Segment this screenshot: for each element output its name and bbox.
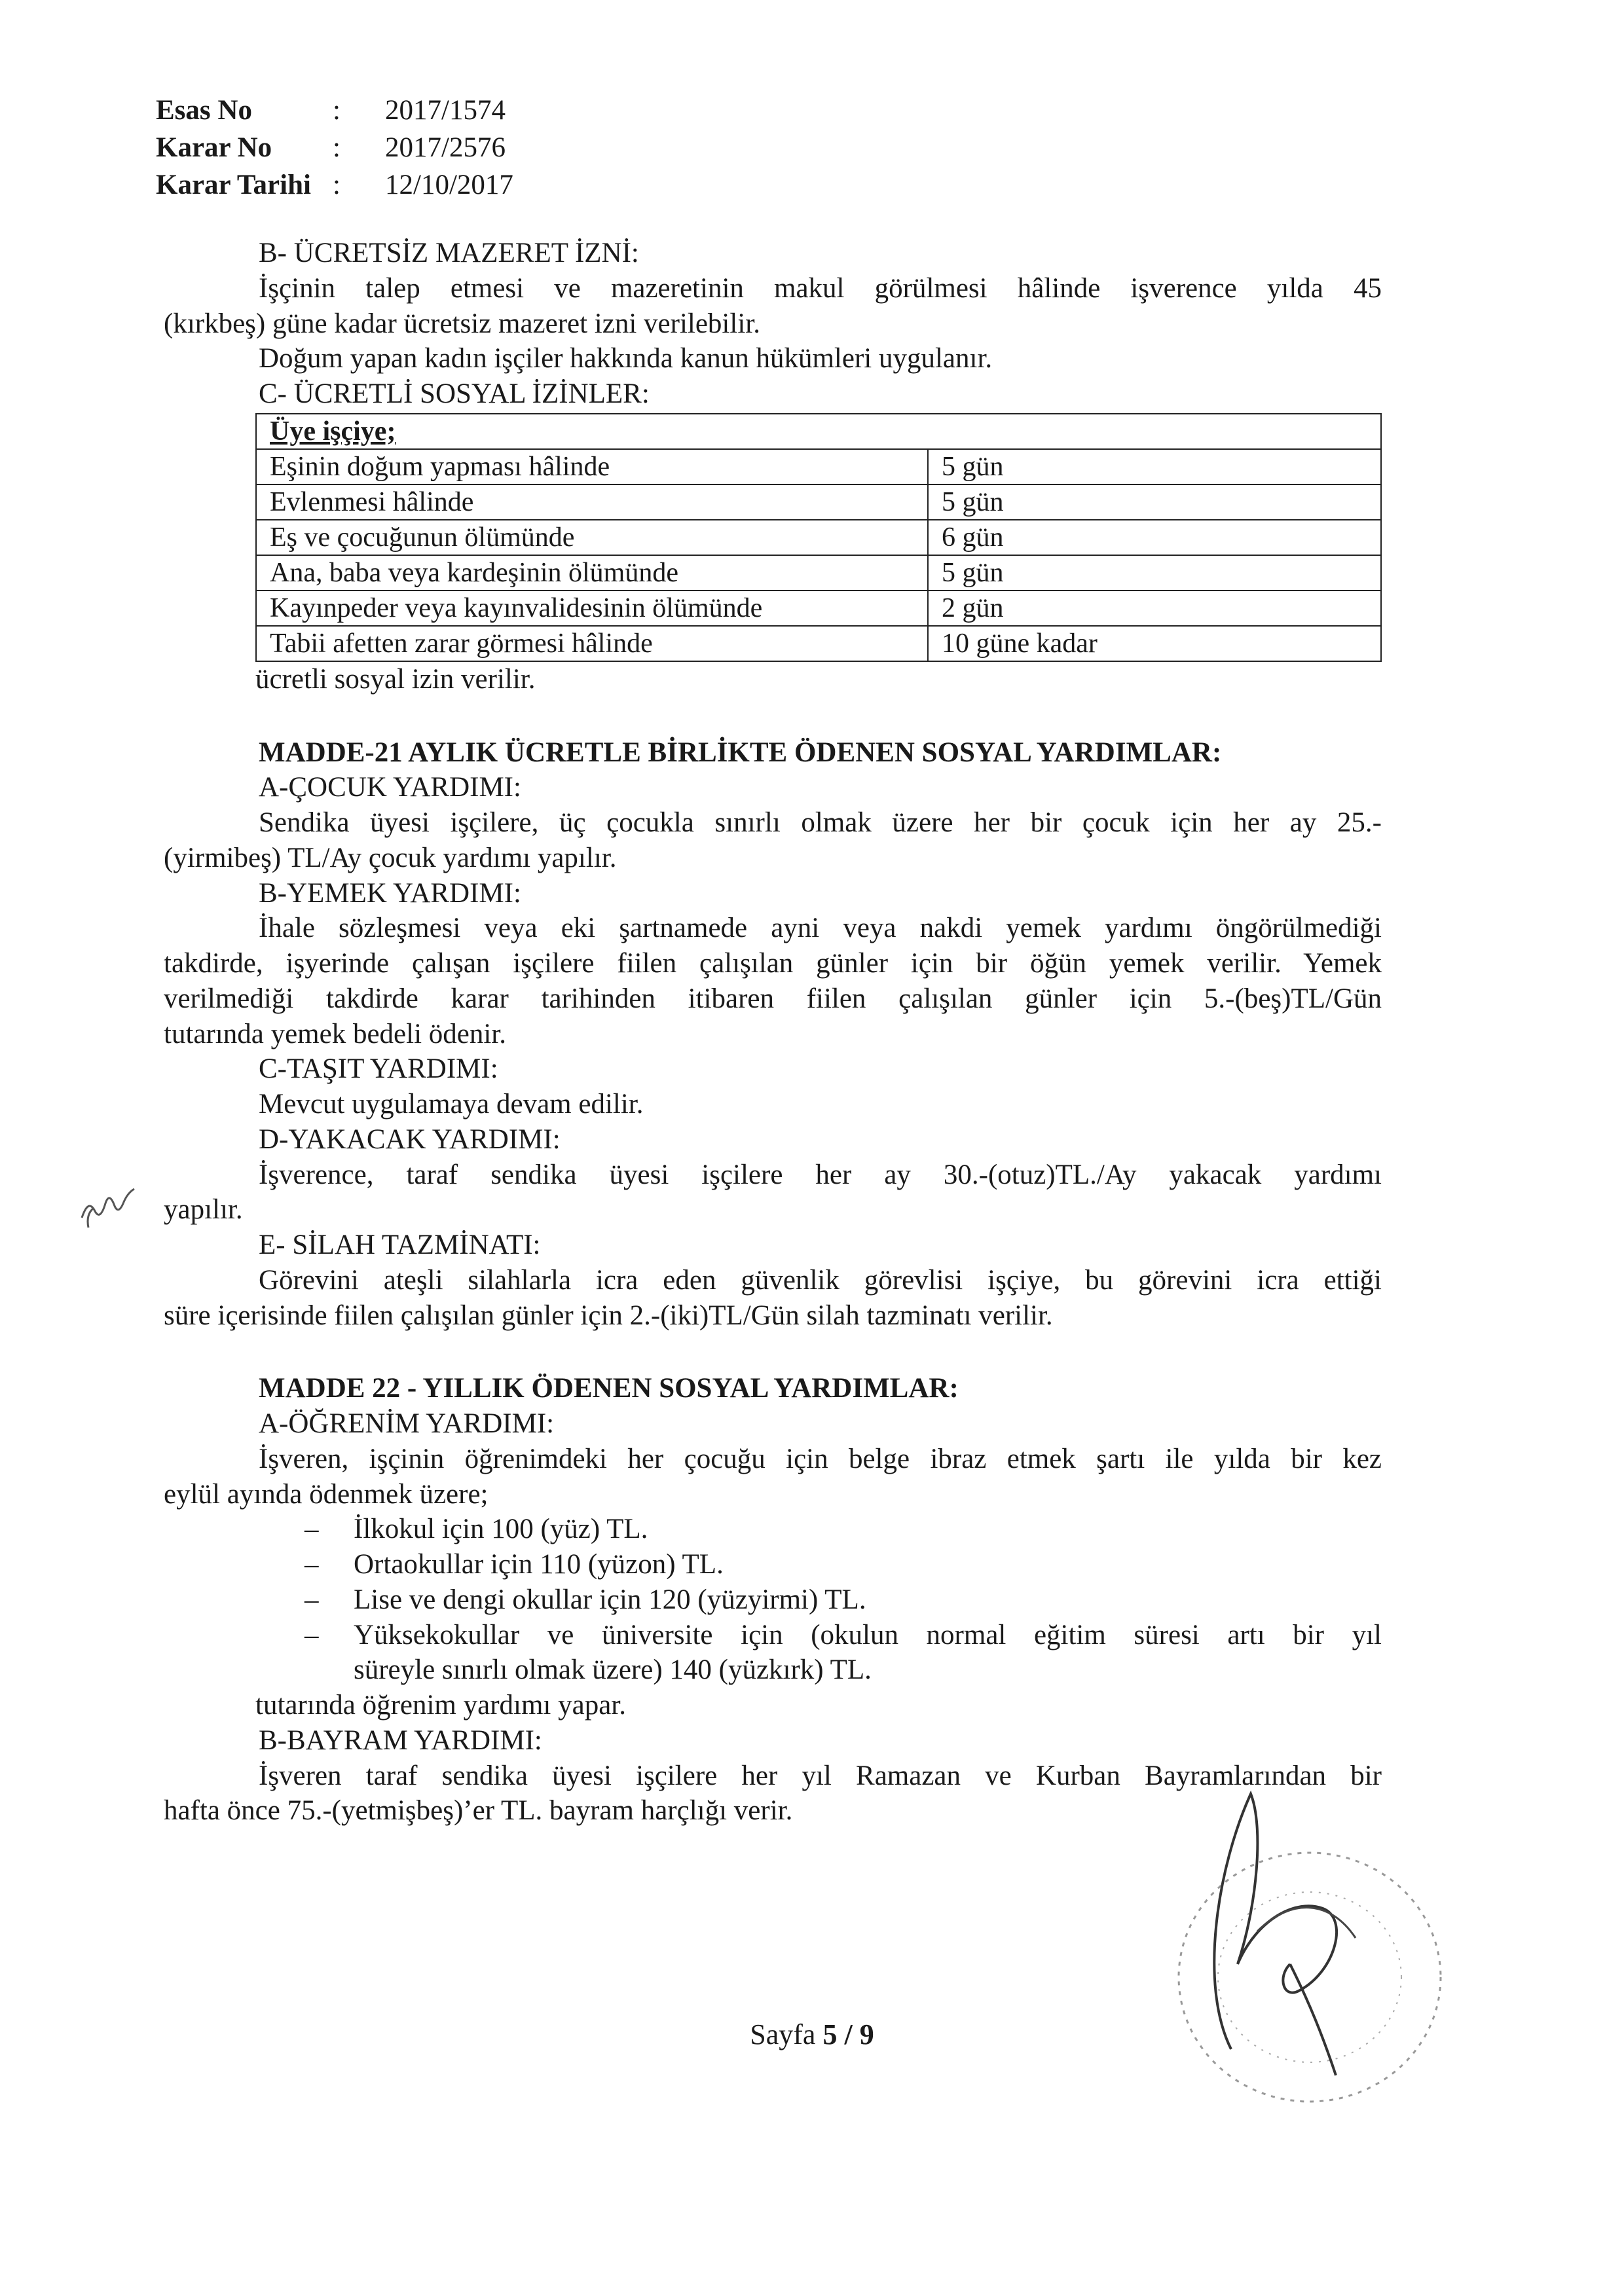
header-row-karar (156, 130, 513, 168)
leave-days-cell: 5 gün (928, 449, 1381, 484)
margin-initials (75, 1165, 147, 1237)
leave-case-cell: Eşinin doğum yapması hâlinde (256, 449, 928, 484)
table-row (256, 520, 1381, 555)
page-footer (0, 2016, 1624, 2052)
paid-leave-table (255, 413, 1382, 662)
paragraph-line: hafta önce 75.-(yetmişbeş)’er TL. bayram harçlığı verir. (164, 1795, 793, 1827)
paragraph-line: eylül ayında ödenmek üzere; (164, 1478, 489, 1510)
section-title: B-BAYRAM YARDIMI: (259, 1724, 542, 1756)
list-item-text: – Ortaokullar için 110 (yüzon) TL. (354, 1549, 724, 1580)
header-row-tarih (156, 168, 513, 205)
list-item-text: – Yüksekokullar ve üniversite için (okulun normal eğitim süresi artı bir yıl (354, 1619, 1382, 1650)
list-item-text: – Lise ve dengi okullar için 120 (yüzyirmi) TL. (354, 1584, 866, 1615)
paragraph-line: İşveren taraf sendika üyesi işçilere her yıl Ramazan ve Kurban Bayramlarından bir (259, 1760, 1382, 1791)
paragraph-line: Görevini ateşli silahlarla icra eden güvenlik görevlisi işçiye, bu görevini icra ettiği (259, 1264, 1382, 1296)
header-value: 2017/1574 (385, 95, 506, 126)
page-number: 5 / 9 (822, 2018, 874, 2050)
document-body (164, 236, 1382, 1829)
header-label: Karar No (156, 132, 272, 163)
paragraph-line: İşverence, taraf sendika üyesi işçilere her ay 30.-(otuz)TL./Ay yakacak yardımı (259, 1159, 1382, 1190)
table-row (256, 555, 1381, 591)
article-title: MADDE 22 - YILLIK ÖDENEN SOSYAL YARDIMLAR: (259, 1373, 959, 1404)
header-colon: : (333, 132, 341, 163)
section-title: D-YAKACAK YARDIMI: (259, 1123, 561, 1155)
header-value: 12/10/2017 (385, 170, 513, 200)
leave-days-cell: 10 güne kadar (928, 626, 1381, 661)
paragraph-line: (kırkbeş) güne kadar ücretsiz mazeret izni verilebilir. (164, 308, 760, 339)
header-row-esas (156, 93, 513, 130)
header-label: Esas No (156, 95, 252, 126)
table-header-row (256, 414, 1381, 449)
paragraph-line: takdirde, işyerinde çalışan işçilere fiilen çalışılan günler için bir öğün yemek verilir. Yemek (164, 948, 1382, 979)
leave-case-cell: Evlenmesi hâlinde (256, 484, 928, 520)
header-value: 2017/2576 (385, 132, 506, 163)
leave-case-cell: Ana, baba veya kardeşinin ölümünde (256, 555, 928, 591)
section-title: B- ÜCRETSİZ MAZERET İZNİ: (259, 238, 639, 268)
education-aid-list (170, 1512, 1382, 1688)
leave-days-cell: 5 gün (928, 555, 1381, 591)
table-row (256, 626, 1381, 661)
footer-prefix: Sayfa (750, 2018, 823, 2050)
paragraph-line: tutarında yemek bedeli ödenir. (164, 1018, 506, 1049)
paragraph-line: Doğum yapan kadın işçiler hakkında kanun hükümleri uygulanır. (259, 343, 993, 374)
table-row (256, 449, 1381, 484)
paragraph-line: İhale sözleşmesi veya eki şartnamede ayni veya nakdi yemek yardımı öngörülmediği (259, 913, 1382, 944)
leave-case-cell: Kayınpeder veya kayınvalidesinin ölümünde (256, 591, 928, 626)
list-item (304, 1618, 1382, 1688)
paragraph-line: süre içerisinde fiilen çalışılan günler için 2.-(iki)TL/Gün silah tazminatı verilir. (164, 1300, 1053, 1331)
leave-days-cell: 6 gün (928, 520, 1381, 555)
list-item-text: – İlkokul için 100 (yüz) TL. (354, 1514, 648, 1545)
paragraph-line: İşveren, işçinin öğrenimdeki her çocuğu için belge ibraz etmek şartı ile yılda bir kez (259, 1443, 1382, 1474)
leave-case-cell: Eş ve çocuğunun ölümünde (256, 520, 928, 555)
list-item (304, 1512, 1382, 1547)
header-label: Karar Tarihi (156, 170, 311, 200)
header-colon: : (333, 95, 341, 126)
header-colon: : (333, 170, 341, 200)
leave-days-cell: 5 gün (928, 484, 1381, 520)
list-item (304, 1582, 1382, 1618)
paragraph-line: verilmediği takdirde karar tarihinden itibaren fiilen çalışılan günler için 5.-(beş)TL/Gün (164, 983, 1382, 1014)
leave-case-cell: Tabii afetten zarar görmesi hâlinde (256, 626, 928, 661)
case-header (156, 93, 513, 205)
list-item (304, 1547, 1382, 1582)
paragraph-line: Sendika üyesi işçilere, üç çocukla sınırlı olmak üzere her bir çocuk için her ay 25.- (259, 807, 1382, 838)
table-row (256, 484, 1381, 520)
paragraph-line: İşçinin talep etmesi ve mazeretinin makul görülmesi hâlinde işverence yılda 45 (259, 272, 1382, 304)
section-title: C-TAŞIT YARDIMI: (259, 1053, 498, 1085)
article-title: MADDE-21 AYLIK ÜCRETLE BİRLİKTE ÖDENEN SOSYAL YARDIMLAR: (259, 737, 1222, 768)
section-title: E- SİLAH TAZMİNATI: (259, 1230, 541, 1260)
paragraph-line: yapılır. (164, 1194, 243, 1226)
section-title: C- ÜCRETLİ SOSYAL İZİNLER: (259, 378, 650, 409)
table-header-cell: Üye işçiye; (256, 414, 1381, 449)
leave-days-cell: 2 gün (928, 591, 1381, 626)
paragraph-line: (yirmibeş) TL/Ay çocuk yardımı yapılır. (164, 842, 617, 873)
paragraph-line: Mevcut uygulamaya devam edilir. (259, 1089, 644, 1120)
paragraph-line: ücretli sosyal izin verilir. (255, 663, 536, 695)
section-title: A-ÇOCUK YARDIMI: (259, 772, 521, 803)
section-title: A-ÖĞRENİM YARDIMI: (259, 1408, 555, 1439)
list-item-text: süreyle sınırlı olmak üzere) 140 (yüzkırk) TL. (354, 1654, 872, 1686)
table-row (256, 591, 1381, 626)
paragraph-line: tutarında öğrenim yardımı yapar. (255, 1690, 626, 1721)
section-title: B-YEMEK YARDIMI: (259, 877, 521, 909)
